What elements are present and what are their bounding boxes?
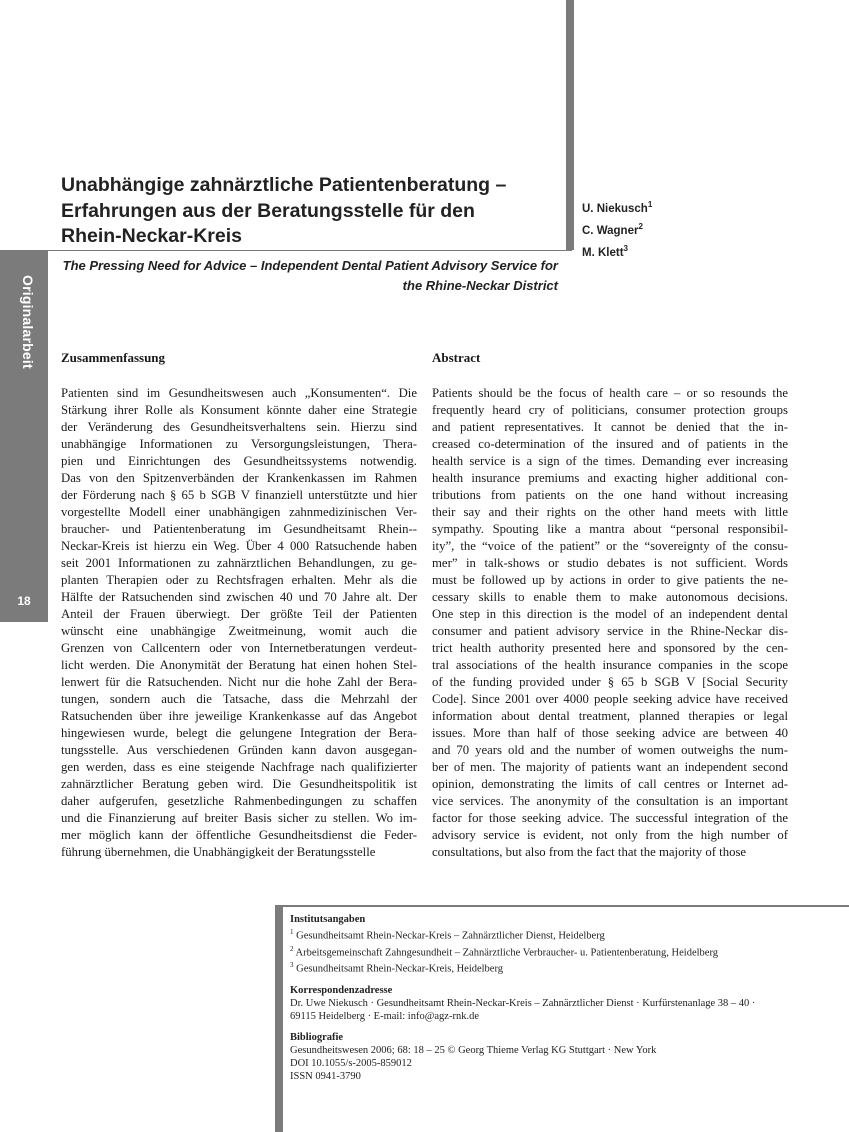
bibliography-line: Gesundheitswesen 2006; 68: 18 – 25 © Georg Thieme Verlag KG Stuttgart · New York (290, 1044, 657, 1056)
institution-item: $^3$ Gesundheitsamt Rhein-Neckar-Kreis, Heidelberg (290, 961, 504, 975)
text-line: planten Therapien oder zu Rechtsfragen erhalten. Mehr als die (61, 573, 417, 587)
text-line: tributions from patients on the one hand without increasing (432, 488, 788, 502)
text-line: advisory service is evident, not only from the high number of (432, 828, 788, 842)
text-line: sympathy. Spouting like a mantra about “personal responsibil- (432, 522, 788, 536)
text-line: One step in this direction is the model of an independent dental (432, 607, 788, 621)
bibliography-line: DOI 10.1055/s-2005-859012 (290, 1057, 412, 1069)
correspondence-line: 69115 Heidelberg · E-mail: info@agz-rnk.de (290, 1010, 479, 1022)
text-line: tungsstelle. Aus verschiedenen Gründen kann davon ausgegan- (61, 743, 417, 757)
header-vertical-bar (566, 0, 574, 250)
text-line: vorgestellte Modell einer unabhängigen zahnmedizinischen Ver- (61, 505, 417, 519)
text-line: und die Finanzierung auf breiter Basis sicher zu stellen. Wo im- (61, 811, 417, 825)
zusammenfassung-heading: Zusammenfassung (61, 350, 166, 365)
text-line: frequently heard cry of politicians, consumer protection groups (432, 403, 788, 417)
text-line: Das von den Spitzenverbänden der Krankenkassen im Rahmen (61, 471, 417, 485)
text-line: unabhängige Informationen zu Versorgungsleistungen, Thera- (61, 437, 417, 451)
text-line: tral associations of the health insurance companies in the scope (432, 658, 788, 672)
text-line: cessary skills to enable them to make autonomous decisions. (432, 590, 788, 604)
text-line: Patienten sind im Gesundheitswesen auch „Konsumenten“. Die (61, 386, 417, 400)
text-line: seit 2001 Informationen zu zahnärztlichen Behandlungen, zu ge- (61, 556, 417, 570)
info-box-bar (275, 905, 283, 1132)
article-info-box (290, 913, 835, 1091)
text-line: consultations, but also from the fact that the majority of those (432, 845, 747, 859)
text-line: Stärkung ihrer Rolle als Konsument könnte daher eine Strategie (61, 403, 417, 417)
title-line: Erfahrungen aus der Beratungsstelle für den (61, 199, 475, 222)
institution-item: $^2$ Arbeitsgemeinschaft Zahngesundheit – Zahnärztliche Verbraucher- u. Patientenberatung, Heidelberg (290, 944, 718, 958)
text-line: and patient representatives. It cannot be denied that the in- (432, 420, 788, 434)
text-line: vice services. The anonymity of the consultation is an important (432, 794, 788, 808)
article-title (61, 173, 541, 250)
text-line: der Förderung nach § 65 b SGB V finanziell unterstützte und hier (61, 488, 417, 502)
text-line: braucher- und Patientenberatung im Gesundheitsamt Rhein-- (61, 522, 417, 536)
bibliography-line: ISSN 0941-3790 (290, 1070, 361, 1082)
text-line: tungen, sondern auch die Tatsache, dass die Mehrzahl der (61, 692, 417, 706)
info-box-rule (283, 905, 849, 907)
text-line: ity”, the “voice of the patient” or the “sovereignty of the consu- (432, 539, 788, 553)
text-line: wünscht eine unabhängige Zweitmeinung, womit auch die (61, 624, 417, 638)
correspondence-line: Dr. Uwe Niekusch · Gesundheitsamt Rhein-Neckar-Kreis – Zahnärztlicher Dienst · Kurfürstenanlage 38 – 40 · (290, 997, 756, 1009)
text-line: information about dental treatment, planned therapies or legal (432, 709, 788, 723)
text-line: lenwert für die Ratsuchenden. Nicht nur die hohe Zahl der Bera- (61, 675, 417, 689)
text-line: factor for those seeking advice. The successful integration of the (432, 811, 788, 825)
text-line: health service is a sign of the times. Demanding ever increasing (432, 454, 788, 468)
text-line: licht werden. Die Anonymität der Beratung hat einen hohen Stel- (61, 658, 417, 672)
text-line: creased co-determination of the insured and of patients in the (432, 437, 788, 451)
text-line: must be followed up by actions in order to give patients the ne- (432, 573, 788, 587)
text-line: trict health authority presented here and sponsored by the cen- (432, 641, 788, 655)
text-line: of the funding provided under § 65 b SGB V [Social Security (432, 675, 788, 689)
text-line: Patients should be the focus of health care – or so resounds the (432, 386, 788, 400)
text-line: hingewiesen wurde, belegt die gelungene Integration der Bera- (61, 726, 417, 740)
text-line: mer möglich kann der öffentliche Gesundheitsdienst die Feder- (61, 828, 417, 842)
author: C. Wagner$^2$ (582, 221, 643, 237)
zusammenfassung-body (61, 385, 417, 861)
abstract-heading: Abstract (432, 350, 481, 365)
author: U. Niekusch$^1$ (582, 200, 653, 215)
section-label: Originalarbeit (20, 275, 36, 369)
institution-heading: Institutsangaben (290, 914, 366, 925)
english-subtitle (61, 256, 558, 296)
text-line: Grenzen von Callcentern oder von Internetberatungen verdeut- (61, 641, 417, 655)
text-line: health insurance premiums and exacting higher additional con- (432, 471, 788, 485)
text-line: Hälfte der Ratsuchenden sind zwischen 40 und 70 Jahre alt. Der (61, 590, 417, 604)
subtitle-line: The Pressing Need for Advice – Independent Dental Patient Advisory Service for (62, 258, 558, 273)
text-line: der Veränderung des Gesundheitsverhaltens sein. Hierzu sind (61, 420, 417, 434)
subtitle-line: the Rhine-Neckar District (402, 278, 558, 293)
bibliography-heading: Bibliografie (290, 1031, 344, 1043)
text-line: gen werden, dass es eine steigende Nachfrage nach qualifizierter (61, 760, 417, 774)
text-line: Ratsuchenden über ihre jeweilige Krankenkasse auf das Angebot (61, 709, 417, 723)
text-line: daher aufgerufen, gesetzliche Rahmenbedingungen zu schaffen (61, 794, 417, 808)
text-line: mer” in talk-shows or studio debates is not sufficient. Words (432, 556, 788, 570)
text-line: zahnärztlicher Beratung geben wird. Die Gesundheitspolitik ist (61, 777, 417, 791)
title-rule (48, 250, 572, 251)
institution-item: $^1$ Gesundheitsamt Rhein-Neckar-Kreis – Zahnärztlicher Dienst, Heidelberg (290, 928, 605, 942)
title-line: Rhein-Neckar-Kreis (61, 225, 242, 247)
correspondence-block (290, 984, 835, 1023)
text-line: issues. More than half of those seeking advice are between 40 (432, 726, 788, 740)
text-line: führung übernehmen, die Unabhängigkeit der Beratungsstelle (61, 845, 376, 859)
bibliography-block (290, 1031, 835, 1083)
correspondence-heading: Korrespondenzadresse (290, 984, 393, 996)
author-list (582, 196, 652, 261)
page-number: 18 (17, 594, 31, 608)
text-line: ber of men. The majority of patients want an independent second (432, 760, 788, 774)
title-line: Unabhängige zahnärztliche Patientenberatung – (61, 174, 507, 196)
text-line: Code]. Since 2001 over 4000 people seeking advice have received (432, 692, 788, 706)
text-line: pien und Einrichtungen des Gesundheitssystems notwendig. (61, 454, 417, 468)
text-line: consumer and patient advisory service in the Rhine-Neckar dis- (432, 624, 788, 638)
text-line: and 70 years old and the number of women outweighs the num- (432, 743, 788, 757)
author: M. Klett$^3$ (582, 243, 628, 259)
text-line: Neckar-Kreis ist hierzu ein Weg. Über 4 000 Ratsuchende haben (61, 539, 417, 553)
abstract-body (432, 385, 788, 861)
text-line: opinion, demonstrating the limits of call centres or Internet ad- (432, 777, 788, 791)
institution-block (290, 913, 835, 976)
text-line: their say and their rights on the other hand meets with little (432, 505, 788, 519)
text-line: Anteil der Frauen überwiegt. Der größte Teil der Patienten (61, 607, 417, 621)
